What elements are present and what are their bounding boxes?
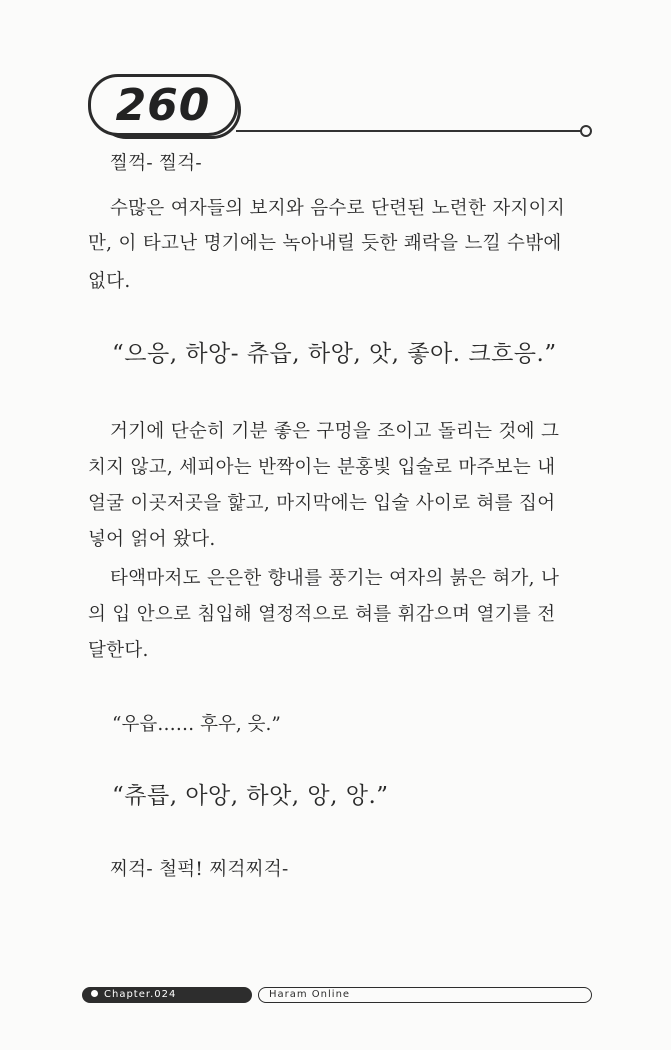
text-line-4: 없다.: [88, 271, 131, 292]
text-line-5: 거기에 단순히 기분 좋은 구멍을 조이고 돌리는 것에 그: [110, 421, 560, 442]
dialogue-1: “으응, 하앙- 츄읍, 하앙, 앗, 좋아. 크흐응.”: [112, 341, 557, 367]
text-line-8: 넣어 얽어 왔다.: [88, 529, 216, 550]
footer-chapter-text: Chapter.024: [104, 989, 177, 1000]
text-line-12: 찌걱- 철퍽! 찌걱찌걱-: [110, 859, 289, 880]
text-line-6: 치지 않고, 세피아는 반짝이는 분홍빛 입술로 마주보는 내: [88, 457, 556, 478]
footer-title-text: Haram Online: [269, 989, 351, 1000]
text-line-9: 타액마저도 은은한 향내를 풍기는 여자의 붉은 혀가, 나: [110, 568, 560, 589]
text-line-7: 얼굴 이곳저곳을 핥고, 마지막에는 입술 사이로 혀를 집어: [88, 493, 556, 514]
header-rule-end-circle: [580, 125, 592, 137]
text-line-10: 의 입 안으로 침입해 열정적으로 혀를 휘감으며 열기를 전: [88, 604, 556, 625]
page-number-badge: [88, 74, 238, 136]
dialogue-2: “우읍…… 후우, 읏.”: [112, 714, 281, 735]
dialogue-3: “츄릅, 아앙, 하앗, 앙, 앙.”: [112, 783, 389, 809]
footer-chapter-label: [82, 987, 252, 1003]
page-number: 260: [115, 80, 211, 131]
text-line-1: 찔꺽- 찔걱-: [110, 153, 202, 174]
header-rule: [236, 130, 582, 132]
text-line-3: 만, 이 타고난 명기에는 녹아내릴 듯한 쾌락을 느낄 수밖에: [88, 233, 562, 254]
text-line-11: 달한다.: [88, 640, 149, 661]
footer-book-title: [258, 987, 592, 1003]
text-line-2: 수많은 여자들의 보지와 음수로 단련된 노련한 자지이지: [110, 198, 566, 219]
bullet-dot-icon: [91, 990, 98, 997]
